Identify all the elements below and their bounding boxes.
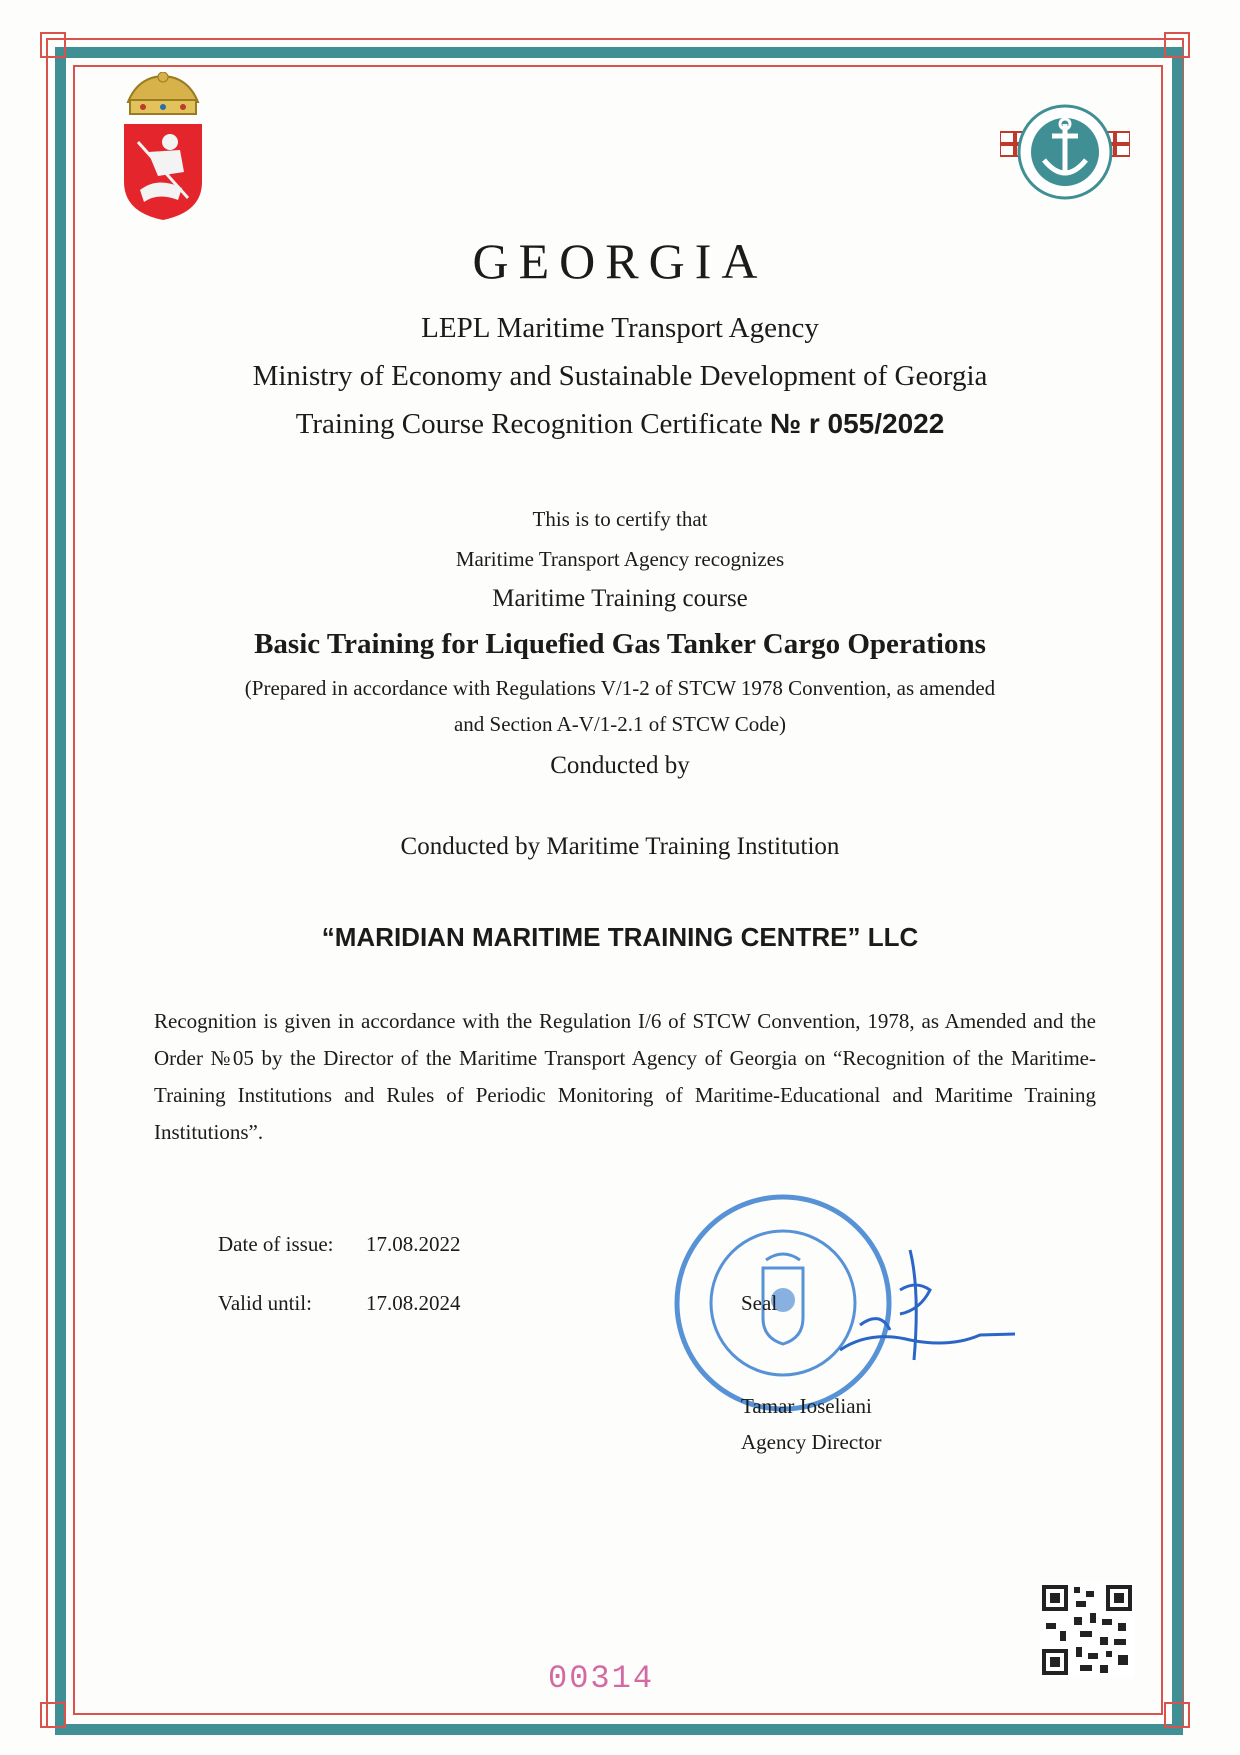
valid-until-value: 17.08.2024 bbox=[366, 1291, 461, 1315]
georgia-coat-of-arms-icon bbox=[118, 72, 208, 227]
frame-corner-bottom-left bbox=[40, 1702, 66, 1728]
recognizes-text: Maritime Transport Agency recognizes bbox=[455, 547, 785, 571]
serial-number: 00314 bbox=[548, 1660, 655, 1697]
director-signature bbox=[830, 1230, 1030, 1385]
frame-corner-top-left bbox=[40, 32, 66, 58]
institution-name: “MARIDIAN MARITIME TRAINING CENTRE” LLC bbox=[321, 922, 919, 952]
signer-title: Agency Director bbox=[741, 1430, 882, 1454]
valid-until-label: Valid until: bbox=[218, 1291, 312, 1315]
conducted-by-institution: Conducted by Maritime Training Institution bbox=[400, 833, 840, 860]
issue-date-value: 17.08.2022 bbox=[366, 1232, 461, 1256]
ministry-name: Ministry of Economy and Sustainable Development of Georgia bbox=[252, 360, 988, 392]
signer-name: Tamar Ioseliani bbox=[741, 1394, 872, 1418]
prepared-line-2: and Section A-V/1-2.1 of STCW Code) bbox=[453, 712, 787, 736]
qr-code-icon bbox=[1040, 1583, 1134, 1682]
maritime-agency-logo-icon bbox=[1000, 102, 1130, 207]
frame-corner-top-right bbox=[1164, 32, 1190, 58]
certificate-number: № r 055/2022 bbox=[769, 408, 945, 439]
issue-date-label: Date of issue: bbox=[218, 1232, 334, 1256]
frame-corner-bottom-right bbox=[1164, 1702, 1190, 1728]
agency-name: LEPL Maritime Transport Agency bbox=[421, 312, 819, 344]
country-title: GEORGIA bbox=[472, 233, 768, 289]
course-name: Basic Training for Liquefied Gas Tanker Cargo Operations bbox=[254, 628, 986, 660]
recognition-paragraph: Recognition is given in accordance with the Regulation I/6 of STCW Convention, 1978, as Amended and the Order №05 by the Director of the Maritime Transport Agency of Georgia on “Recognition of the Maritime-Training Institutions and Rules of Periodic Monitoring of Maritime-Educational and Maritime Training Institutions”. bbox=[154, 1009, 1096, 1144]
certificate-title-text: Training Course Recognition Certificate bbox=[295, 408, 763, 440]
prepared-line-1: (Prepared in accordance with Regulations V/1-2 of STCW 1978 Convention, as amended bbox=[244, 676, 996, 700]
conducted-by-label: Conducted by bbox=[550, 752, 690, 779]
certify-text: This is to certify that bbox=[532, 507, 708, 531]
course-label: Maritime Training course bbox=[492, 585, 748, 612]
seal-label: Seal bbox=[741, 1291, 778, 1315]
certificate-title bbox=[0, 408, 1240, 441]
